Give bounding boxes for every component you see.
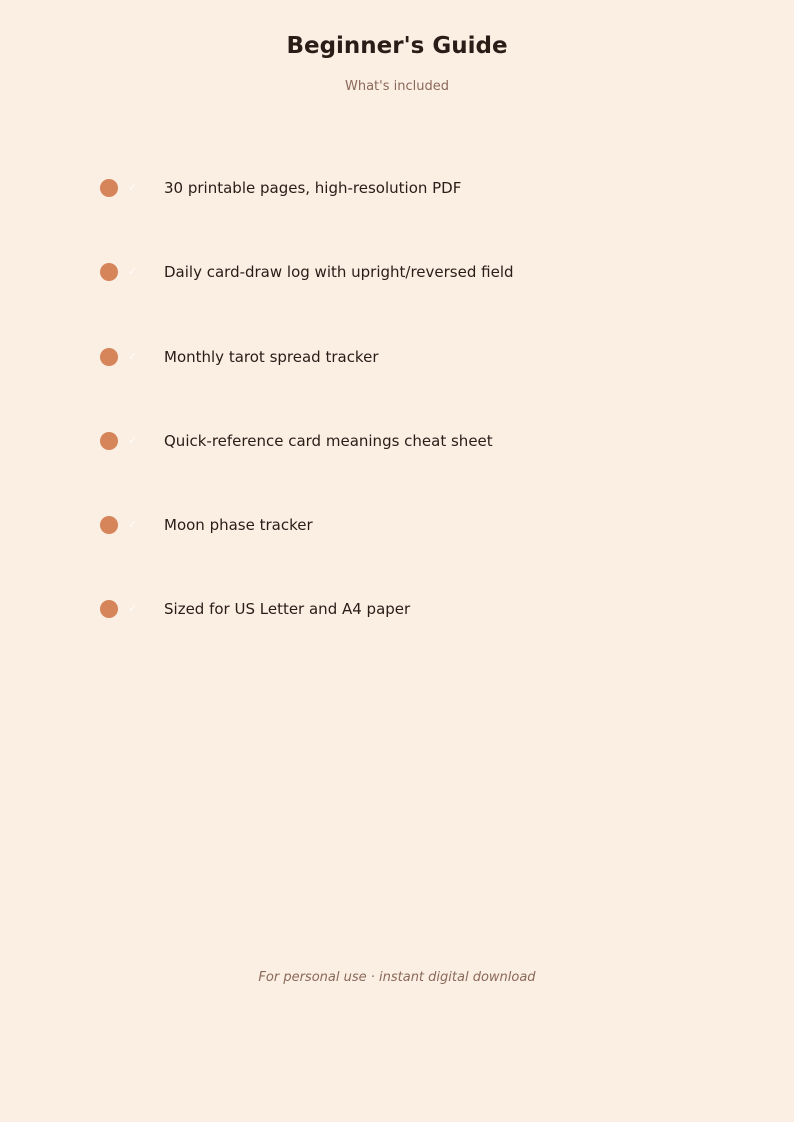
feature-text: 30 printable pages, high-resolution PDF (164, 179, 462, 197)
bullet-dot-icon (100, 600, 118, 618)
bullet-dot-icon (100, 179, 118, 197)
page-subtitle: What's included (345, 79, 449, 94)
feature-text: Daily card-draw log with upright/reversed field (164, 263, 514, 282)
check-icon: ✓ (128, 349, 138, 363)
check-icon: ✓ (128, 265, 138, 279)
page-title: Beginner's Guide (286, 33, 508, 59)
feature-text: Quick-reference card meanings cheat sheet (164, 431, 493, 450)
feature-text: Moon phase tracker (164, 516, 313, 535)
check-icon: ✓ (128, 518, 138, 532)
footer-note: For personal use · instant digital download (258, 970, 536, 985)
check-icon: ✓ (128, 602, 138, 616)
bullet-dot-icon (100, 432, 118, 450)
bullet-dot-icon (100, 263, 118, 281)
check-icon: ✓ (128, 181, 138, 194)
bullet-dot-icon (100, 348, 118, 366)
feature-text: Sized for US Letter and A4 paper (164, 600, 411, 619)
check-icon: ✓ (128, 433, 138, 447)
feature-text: Monthly tarot spread tracker (164, 347, 379, 366)
bullet-dot-icon (100, 516, 118, 534)
